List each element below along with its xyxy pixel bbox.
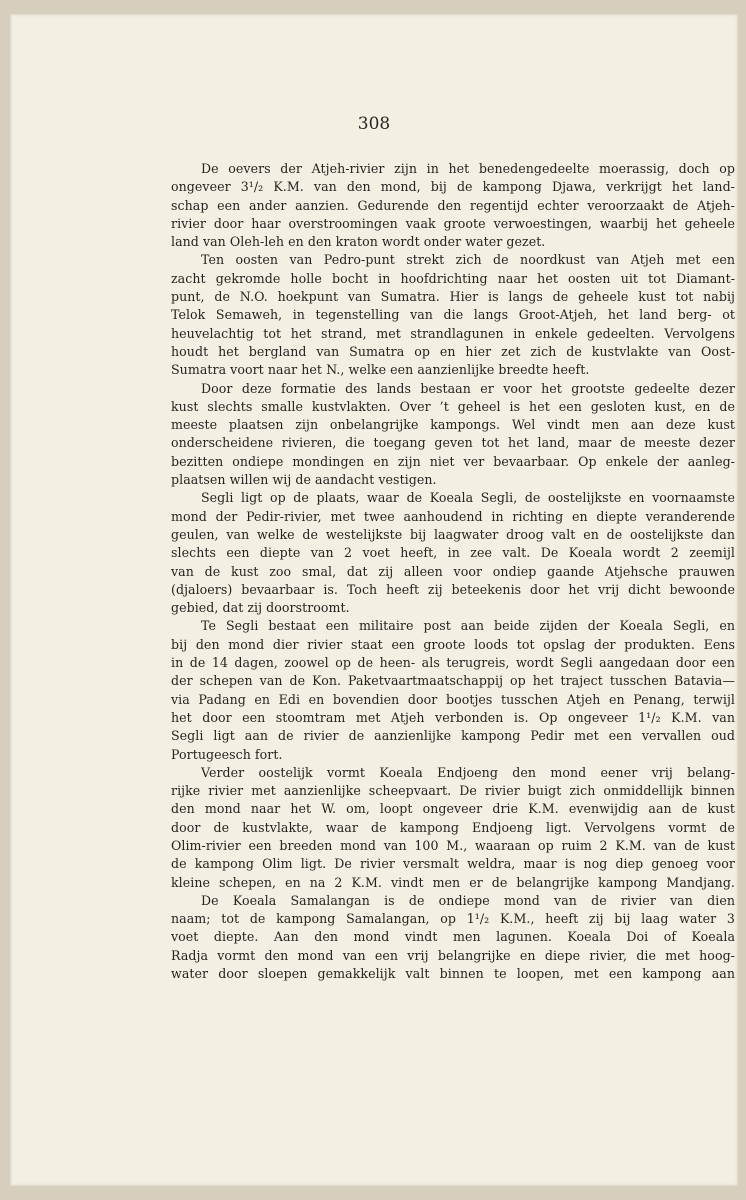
text-line: Door deze formatie des lands bestaan er voor het grootste gedeelte dezer xyxy=(201,380,735,396)
text-line: heuvelachtig tot het strand, met strandlagunen in enkele gedeelten. Vervolgens xyxy=(171,325,735,341)
text-line: de kampong Olim ligt. De rivier versmalt weldra, maar is nog diep genoeg voor xyxy=(171,856,735,872)
text-line: den mond naar het W. om, loopt ongeveer drie K.M. evenwijdig aan de kust xyxy=(171,801,735,817)
text-line: Portugeesch fort. xyxy=(171,746,283,762)
text-line: bij den mond dier rivier staat een groote loods tot opslag der produkten. Eens xyxy=(171,636,735,652)
text-line: punt, de N.O. hoekpunt van Sumatra. Hier is langs de geheele kust tot nabij xyxy=(171,289,735,305)
text-line: Radja vormt den mond van een vrij belangrijke en diepe rivier, die met hoog- xyxy=(171,947,735,963)
text-line: rijke rivier met aanzienlijke scheepvaart. De rivier buigt zich onmiddellijk binnen xyxy=(171,783,735,799)
text-line: slechts een diepte van 2 voet heeft, in zee valt. De Koeala wordt 2 zeemijl xyxy=(171,545,735,561)
text-line: mond der Pedir-rivier, met twee aanhoudend in richting en diepte veranderende xyxy=(171,508,735,524)
text-line: voet diepte. Aan den mond vindt men lagunen. Koeala Doi of Koeala xyxy=(171,929,735,945)
text-line: het door een stoomtram met Atjeh verbonden is. Op ongeveer 1¹/₂ K.M. van xyxy=(171,709,735,725)
text-line: houdt het bergland van Sumatra op en hier zet zich de kustvlakte van Oost- xyxy=(171,343,735,359)
text-line: onderscheidene rivieren, die toegang geven tot het land, maar de meeste dezer xyxy=(171,435,735,451)
text-line: plaatsen willen wij de aandacht vestigen. xyxy=(171,472,437,488)
text-line: kleine schepen, en na 2 K.M. vindt men er de belangrijke kampong Mandjang. xyxy=(171,874,735,890)
text-line: bezitten ondiepe mondingen en zijn niet ver bevaarbaar. Op enkele der aanleg- xyxy=(171,453,735,469)
text-line: Olim-rivier een breeden mond van 100 M., waaraan op ruim 2 K.M. van de kust xyxy=(171,837,735,853)
text-line: zacht gekromde holle bocht in hoofdrichting naar het oosten uit tot Diamant- xyxy=(171,270,735,286)
text-line: Te Segli bestaat een militaire post aan beide zijden der Koeala Segli, en xyxy=(201,618,735,634)
text-line: Telok Semaweh, in tegenstelling van die langs Groot-Atjeh, het land berg- ot xyxy=(171,307,735,323)
body-text xyxy=(171,160,735,983)
text-line: schap een ander aanzien. Gedurende den regentijd echter veroorzaakt de Atjeh- xyxy=(171,197,735,213)
text-line: De Koeala Samalangan is de ondiepe mond van de rivier van dien xyxy=(201,892,735,908)
text-line: door de kustvlakte, waar de kampong Endjoeng ligt. Vervolgens vormt de xyxy=(171,819,735,835)
text-line: via Padang en Edi en bovendien door bootjes tusschen Atjeh en Penang, terwijl xyxy=(171,691,735,707)
text-line: naam; tot de kampong Samalangan, op 1¹/₂ K.M., heeft zij bij laag water 3 xyxy=(171,911,735,927)
text-line: kust slechts smalle kustvlakten. Over ’t geheel is het een gesloten kust, en de xyxy=(171,398,735,414)
text-line: gebied, dat zij doorstroomt. xyxy=(171,600,350,616)
text-line: Verder oostelijk vormt Koeala Endjoeng den mond eener vrij belang- xyxy=(201,764,735,780)
book-page xyxy=(10,14,738,1186)
text-line: meeste plaatsen zijn onbelangrijke kampongs. Wel vindt men aan deze kust xyxy=(171,417,735,433)
text-line: water door sloepen gemakkelijk valt binnen te loopen, met een kampong aan xyxy=(171,966,735,982)
text-line: Ten oosten van Pedro-punt strekt zich de noordkust van Atjeh met een xyxy=(201,252,735,268)
text-line: ongeveer 3¹/₂ K.M. van den mond, bij de kampong Djawa, verkrijgt het land- xyxy=(171,179,735,195)
text-line: Segli ligt aan de rivier de aanzienlijke kampong Pedir met een vervallen oud xyxy=(171,728,735,744)
text-line: (djaloers) bevaarbaar is. Toch heeft zij beteekenis door het vrij dicht bewoonde xyxy=(171,581,735,597)
text-line: De oevers der Atjeh-rivier zijn in het benedengedeelte moerassig, doch op xyxy=(201,161,735,176)
text-line: in de 14 dagen, zoowel op de heen- als terugreis, wordt Segli aangedaan door een xyxy=(171,655,735,671)
text-line: van de kust zoo smal, dat zij alleen voor ondiep gaande Atjehsche prauwen xyxy=(171,563,735,579)
page-number: 308 xyxy=(357,114,391,134)
text-line: Sumatra voort naar het N., welke een aanzienlijke breedte heeft. xyxy=(171,362,590,378)
text-line: der schepen van de Kon. Paketvaartmaatschappij op het traject tusschen Batavia— xyxy=(171,673,735,689)
text-line: rivier door haar overstroomingen vaak groote verwoestingen, waarbij het geheele xyxy=(171,215,735,231)
text-line: Segli ligt op de plaats, waar de Koeala Segli, de oostelijkste en voornaamste xyxy=(201,490,735,506)
text-line: geulen, van welke de westelijkste bij laagwater droog valt en de oostelijkste dan xyxy=(171,526,735,542)
text-line: land van Oleh-leh en den kraton wordt onder water gezet. xyxy=(171,234,546,250)
